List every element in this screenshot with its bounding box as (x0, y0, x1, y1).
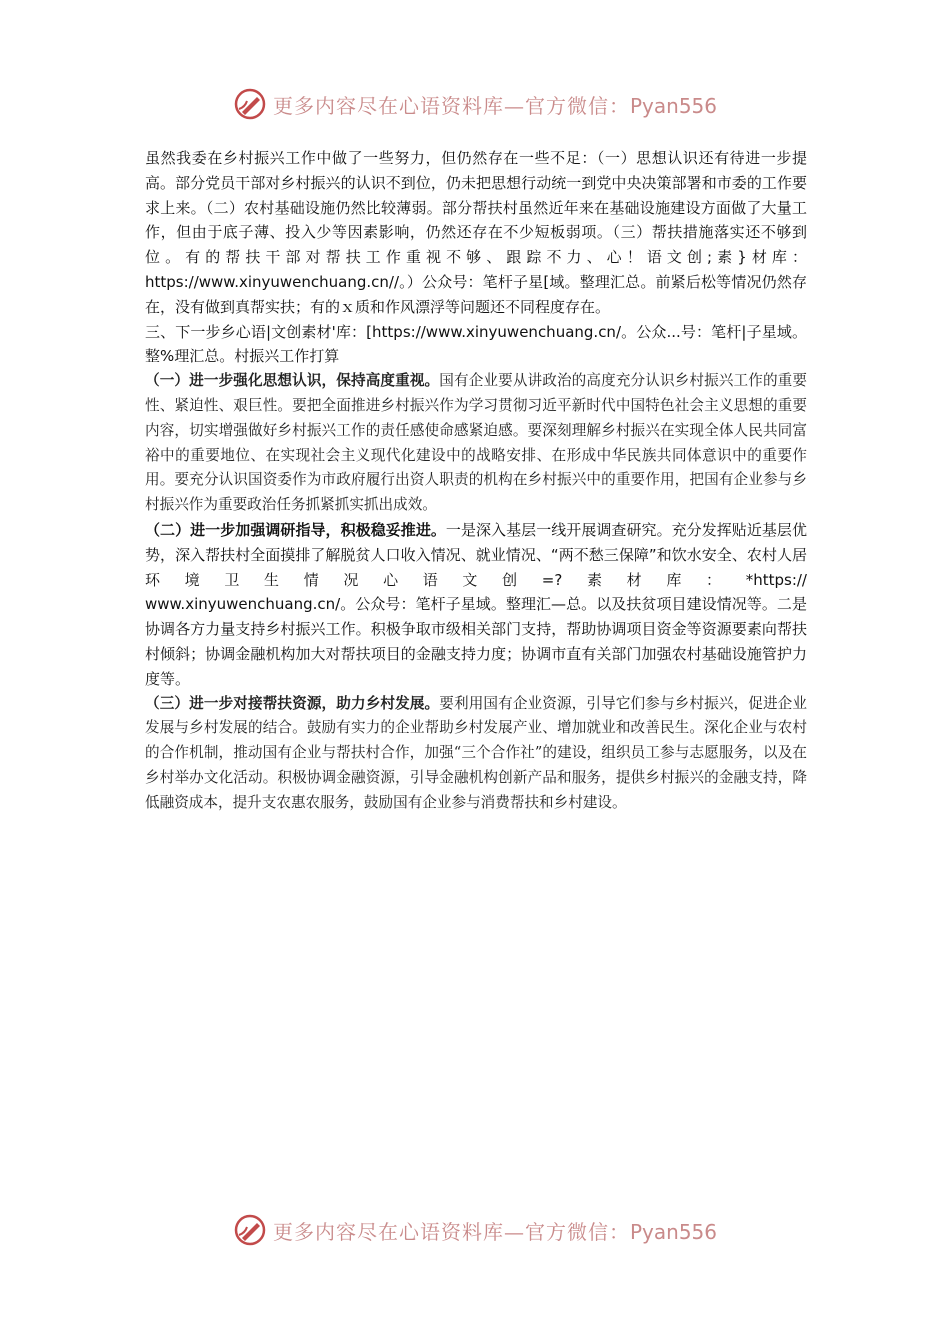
paragraph-section-1 (145, 369, 807, 518)
header-banner-text: 更多内容尽在心语资料库—官方微信：Pyan556 (272, 93, 717, 118)
section-1-body: 国有企业要从讲政治的高度充分认识乡村振兴工作的重要性、紧迫性、艰巨性。要把全面推进乡村振兴作为学习贯彻习近平新时代中国特色社会主义思想的重要内容，切实增强做好乡村振兴工作的责任感使命感紧迫感。要深刻理解乡村振兴在实现全体人民共同富裕中的重要地位、在实现社会主义现代化建设中的战略安排、在形成中华民族共同体意识中的重要作用。要充分认识国资委作为市政府履行出资人职责的机构在乡村振兴中的重要作用，把国有企业参与乡村振兴作为重要政治任务抓紧抓实抓出成效。 (145, 372, 807, 514)
section-2-body-b: www.xinyuwenchuang.cn/。公众号：笔杆子星域。整理汇—总。以及扶贫项目建设情况等。二是协调各方力量支持乡村振兴工作。积极争取市级相关部门支持，帮助协调项目资金等资源要素向帮扶村倾斜；协调金融机构加大对帮扶项目的金融支持力度；协调市直有关部门加强农村基础设施管护力度等。 (145, 595, 807, 688)
section-3-heading: （三）进一步对接帮扶资源，助力乡村发展。 (145, 694, 440, 712)
section-2-part-a (145, 518, 807, 592)
paragraph-shortcomings: 虽然我委在乡村振兴工作中做了一些努力，但仍然存在一些不足：（一）思想认识还有待进一步提高。部分党员干部对乡村振兴的认识不到位，仍未把思想行动统一到党中央决策部署和市委的工作要求上来。（二）农村基础设施仍然比较薄弱。部分帮扶村虽然近年来在基础设施建设方面做了大量工作，但由于底子薄、投入少等因素影响，仍然还存在不少短板弱项。（三）帮扶措施落实还不够到位。有的帮扶干部对帮扶工作重视不够、跟踪不力、心！语文创;素}材库：https://www.xinyuwenchuang.cn//。）公众号：笔杆子星[域。整理汇总。前紧后松等情况仍然存在，没有做到真帮实扶；有的ｘ质和作风漂浮等问题还不同程度存在。 (145, 149, 807, 316)
paragraph-section-3 (145, 692, 807, 816)
paragraph-next-steps-heading: 三、下一步乡心语|文创素材'库：[https://www.xinyuwenchuang.cn/。公众...号：笔杆|子星域。整%理汇总。村振兴工作打算 (145, 322, 807, 366)
document-body (145, 146, 807, 816)
pen-circle-icon (233, 87, 267, 121)
section-2-body-a: 一是深入基层一线开展调查研究。充分发挥贴近基层优势，深入帮扶村全面摸排了解脱贫人口收入情况、就业情况、“两不愁三保障”和饮水安全、农村人居环境卫生情况心语文创=?素材库：*https:// (145, 520, 807, 589)
header-banner (0, 84, 950, 124)
header-banner-handle: Pyan556 (629, 93, 717, 118)
paragraph-section-2 (145, 518, 807, 692)
footer-banner (0, 1210, 950, 1250)
footer-banner-handle: Pyan556 (629, 1219, 717, 1244)
footer-banner-text: 更多内容尽在心语资料库—官方微信：Pyan556 (272, 1219, 717, 1244)
footer-banner-inner (233, 1213, 717, 1247)
pen-circle-icon (233, 1213, 267, 1247)
section-1-heading: （一）进一步强化思想认识，保持高度重视。 (145, 372, 440, 390)
section-3-body: 要利用国有企业资源，引导它们参与乡村振兴，促进企业发展与乡村发展的结合。鼓励有实力的企业帮助乡村发展产业、增加就业和改善民生。深化企业与农村的合作机制，推动国有企业与帮扶村合作，加强“三个合作社”的建设，组织员工参与志愿服务，以及在乡村举办文化活动。积极协调金融资源，引导金融机构创新产品和服务，提供乡村振兴的金融支持，降低融资成本，提升支农惠农服务，鼓励国有企业参与消费帮扶和乡村建设。 (145, 694, 807, 811)
header-banner-inner (233, 87, 717, 121)
section-2-heading: （二）进一步加强调研指导，积极稳妥推进。 (145, 520, 446, 539)
